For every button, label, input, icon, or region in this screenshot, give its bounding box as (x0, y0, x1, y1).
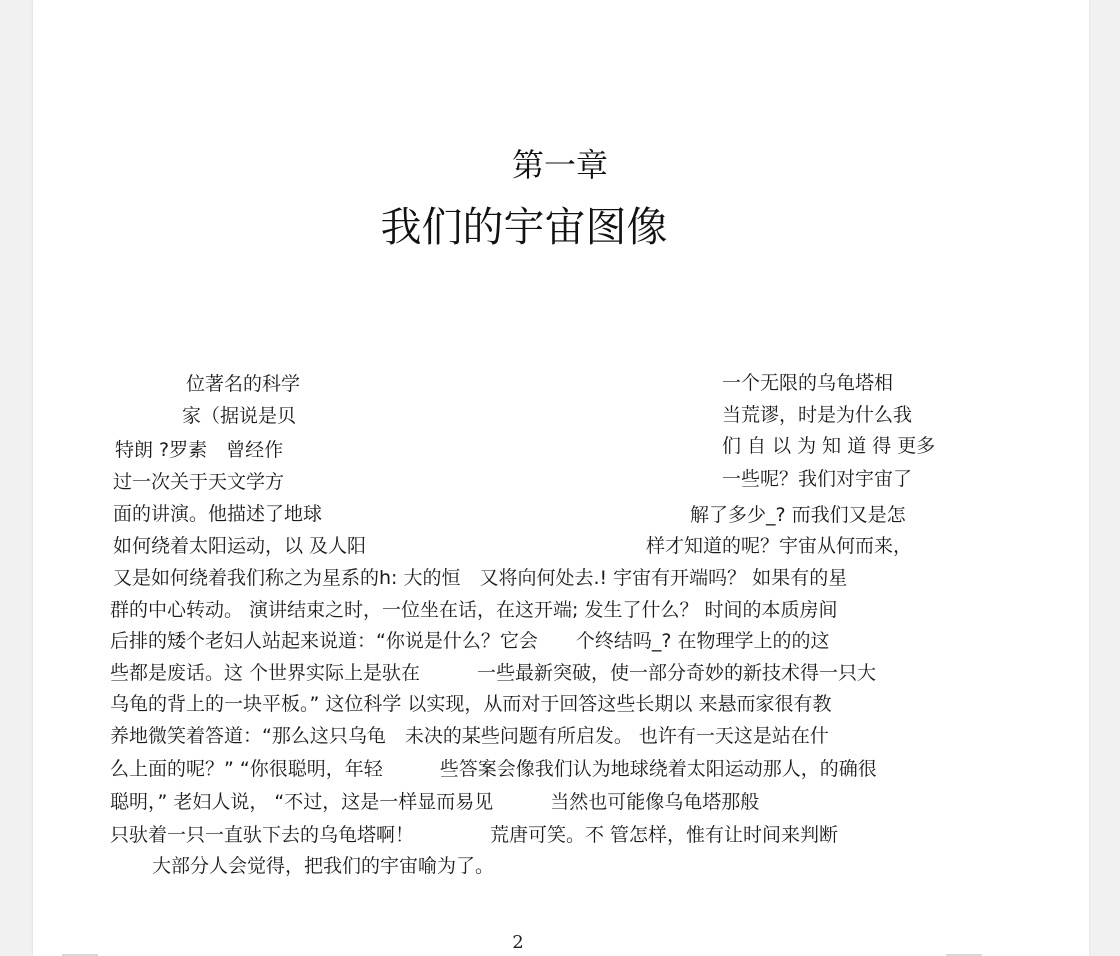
text-line-right-5: 解了多少_? 而我们又是怎 (690, 504, 906, 526)
text-line-left-5: 面的讲演。他描述了地球 (113, 503, 323, 525)
text-line-full-7: 么上面的呢？” “你很聪明，年轻 些答案会像我们认为地球绕着太阳运动那人，的确很 (110, 758, 877, 780)
text-line-right-1: 一个无限的乌龟塔相 (722, 372, 894, 394)
text-line-full-5: 乌龟的背上的一块平板。” 这位科学 以实现，从而对于回答这些长期以 来悬而家很有教 (110, 693, 832, 715)
chapter-label: 第一章 (511, 146, 608, 184)
text-line-full-9: 只驮着一只一直驮下去的乌龟塔啊！ 荒唐可笑。不 管怎样，惟有让时间来判断 (110, 824, 839, 846)
text-line-left-2: 家（据说是贝 (182, 405, 297, 427)
text-line-right-6: 样才知道的呢？宇宙从何而来， (646, 535, 913, 557)
text-line-full-1: 又是如何绕着我们称之为星系的h: 大的恒 又将向何处去.! 宇宙有开端吗？ 如果有的星 (113, 567, 848, 589)
page-number: 2 (512, 932, 524, 953)
text-line-right-3: 们 自 以 为 知 道 得 更多 (722, 435, 936, 457)
text-line-right-4: 一些呢？我们对宇宙了 (722, 468, 913, 490)
text-line-left-6: 如何绕着太阳运动，以 及人阳 (113, 535, 367, 557)
text-line-full-2: 群的中心转动。 演讲结束之时，一位坐在话，在这开端; 发生了什么？ 时间的本质房间 (110, 599, 838, 621)
text-line-last: 大部分人会觉得，把我们的宇宙喻为了。 (152, 855, 495, 877)
text-line-right-2: 当荒谬，时是为什么我 (722, 404, 913, 426)
text-line-full-4: 些都是废话。这 个世界实际上是驮在 一些最新突破，使一部分奇妙的新技术得一只大 (110, 662, 877, 684)
text-line-left-1: 位著名的科学 (186, 373, 301, 395)
text-line-left-4: 过一次关于天文学方 (113, 471, 285, 493)
chapter-title: 我们的宇宙图像 (380, 203, 668, 251)
text-line-left-3: 特朗 ?罗素 曾经作 (115, 439, 284, 461)
text-line-full-6: 养地微笑着答道：“那么这只乌龟 未决的某些问题有所启发。 也许有一天这是站在什 (110, 725, 829, 747)
text-line-full-3: 后排的矮个老妇人站起来说道：“你说是什么？它会 个终结吗_? 在物理学上的的这 (110, 630, 830, 652)
text-line-full-8: 聪明，” 老妇人说， “不过，这是一样显而易见 当然也可能像乌龟塔那般 (110, 791, 760, 813)
